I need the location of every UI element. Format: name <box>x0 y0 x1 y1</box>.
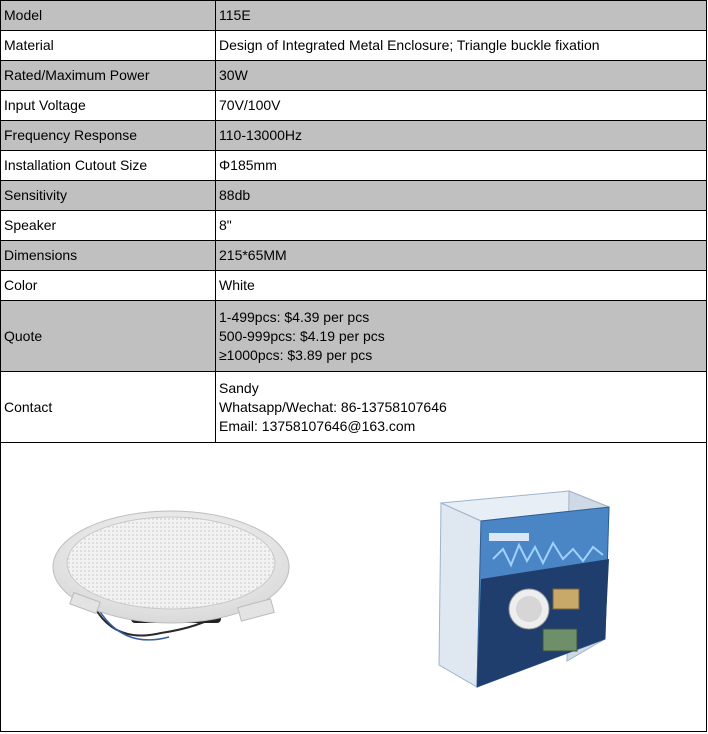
spec-label-color: Color <box>1 271 216 301</box>
spec-label-frequency: Frequency Response <box>1 121 216 151</box>
product-photos <box>0 443 707 732</box>
table-row <box>1 91 707 121</box>
table-row <box>1 121 707 151</box>
spec-value-frequency: 110-13000Hz <box>216 121 707 151</box>
table-row <box>1 1 707 31</box>
spec-value-model: 115E <box>216 1 707 31</box>
quote-line: 1-499pcs: $4.39 per pcs <box>219 308 370 325</box>
contact-name: Sandy <box>219 379 259 396</box>
spec-label-dimensions: Dimensions <box>1 241 216 271</box>
spec-value-speaker: 8" <box>216 211 707 241</box>
contact-label: Contact <box>1 372 216 443</box>
spec-value-power: 30W <box>216 61 707 91</box>
table-row <box>1 372 707 443</box>
spec-value-cutout: Φ185mm <box>216 151 707 181</box>
quote-label: Quote <box>1 301 216 372</box>
contact-email: Email: 13758107646@163.com <box>219 417 416 434</box>
quote-value <box>216 301 707 372</box>
spec-label-model: Model <box>1 1 216 31</box>
ceiling-speaker-image <box>51 505 291 655</box>
spec-label-cutout: Installation Cutout Size <box>1 151 216 181</box>
spec-label-sensitivity: Sensitivity <box>1 181 216 211</box>
contact-whatsapp: Whatsapp/Wechat: 86-13758107646 <box>219 398 447 415</box>
quote-line: ≥1000pcs: $3.89 per pcs <box>219 346 373 363</box>
spec-label-power: Rated/Maximum Power <box>1 61 216 91</box>
spec-label-material: Material <box>1 31 216 61</box>
table-row <box>1 181 707 211</box>
spec-label-speaker: Speaker <box>1 211 216 241</box>
table-row <box>1 151 707 181</box>
spec-value-material: Design of Integrated Metal Enclosure; Triangle buckle fixation <box>216 31 707 61</box>
spec-label-voltage: Input Voltage <box>1 91 216 121</box>
spec-value-color: White <box>216 271 707 301</box>
contact-value <box>216 372 707 443</box>
table-row <box>1 271 707 301</box>
table-row <box>1 31 707 61</box>
product-box-image <box>433 489 613 689</box>
table-row <box>1 211 707 241</box>
quote-line: 500-999pcs: $4.19 per pcs <box>219 327 385 344</box>
spec-value-voltage: 70V/100V <box>216 91 707 121</box>
table-row <box>1 61 707 91</box>
spec-value-dimensions: 215*65MM <box>216 241 707 271</box>
table-row <box>1 301 707 372</box>
table-row <box>1 241 707 271</box>
spec-value-sensitivity: 88db <box>216 181 707 211</box>
